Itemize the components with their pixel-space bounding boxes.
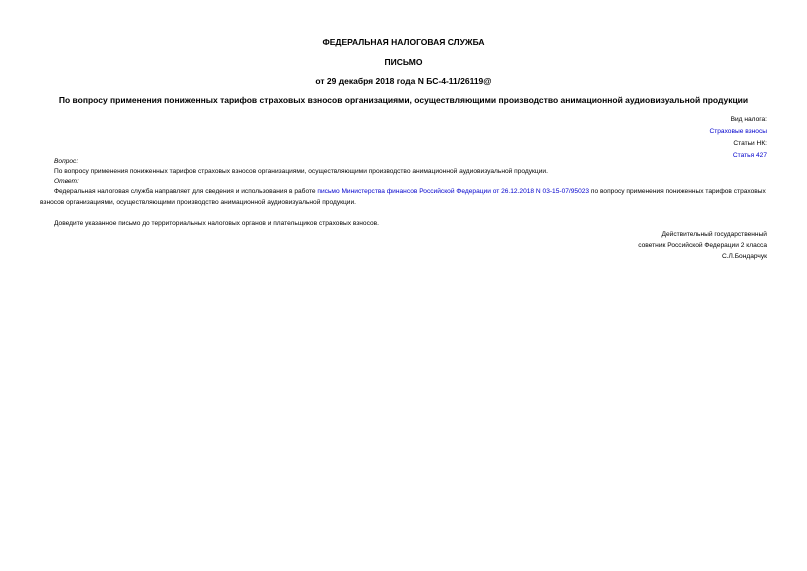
answer-text-after: по вопросу применения пониженных тарифов страховых взносов организациями, осуществляющими производство анимационной аудиовизуальной продукции. <box>40 188 766 206</box>
signer-rank-line2: советник Российской Федерации 2 класса <box>638 242 767 249</box>
closing-instruction: Доведите указанное письмо до территориальных налоговых органов и плательщиков страховых взносов. <box>54 220 379 227</box>
ministry-letter-link[interactable]: письмо Министерства финансов Российской Федерации от 26.12.2018 N 03-15-07/95023 <box>317 188 590 195</box>
agency-title: ФЕДЕРАЛЬНАЯ НАЛОГОВАЯ СЛУЖБА <box>322 37 485 47</box>
answer-text <box>40 187 769 208</box>
signer-name: С.Л.Бондарчук <box>721 253 767 260</box>
answer-text-before: Федеральная налоговая служба направляет для сведения и использования в работе <box>54 188 318 195</box>
tax-type-label: Вид налога: <box>730 116 767 123</box>
answer-label: Ответ: <box>54 178 79 185</box>
document-meta <box>709 114 767 162</box>
document-type: ПИСЬМО <box>384 57 423 67</box>
article-link[interactable]: Статья 427 <box>732 152 767 159</box>
question-label: Вопрос: <box>54 158 79 165</box>
signature-block <box>638 229 767 262</box>
document-date-number: от 29 декабря 2018 года N БС-4-11/26119@ <box>315 76 492 86</box>
question-text: По вопросу применения пониженных тарифов страховых взносов организациями, осуществляющими производство анимационной аудиовизуальной продукции. <box>54 168 548 175</box>
signer-rank-line1: Действительный государственный <box>661 231 767 238</box>
document-subject: По вопросу применения пониженных тарифов страховых взносов организациями, осуществляющими производство анимационной аудиовизуальной продукции <box>58 95 749 105</box>
articles-label: Статьи НК: <box>733 140 767 147</box>
tax-type-link[interactable]: Страховые взносы <box>709 128 767 135</box>
